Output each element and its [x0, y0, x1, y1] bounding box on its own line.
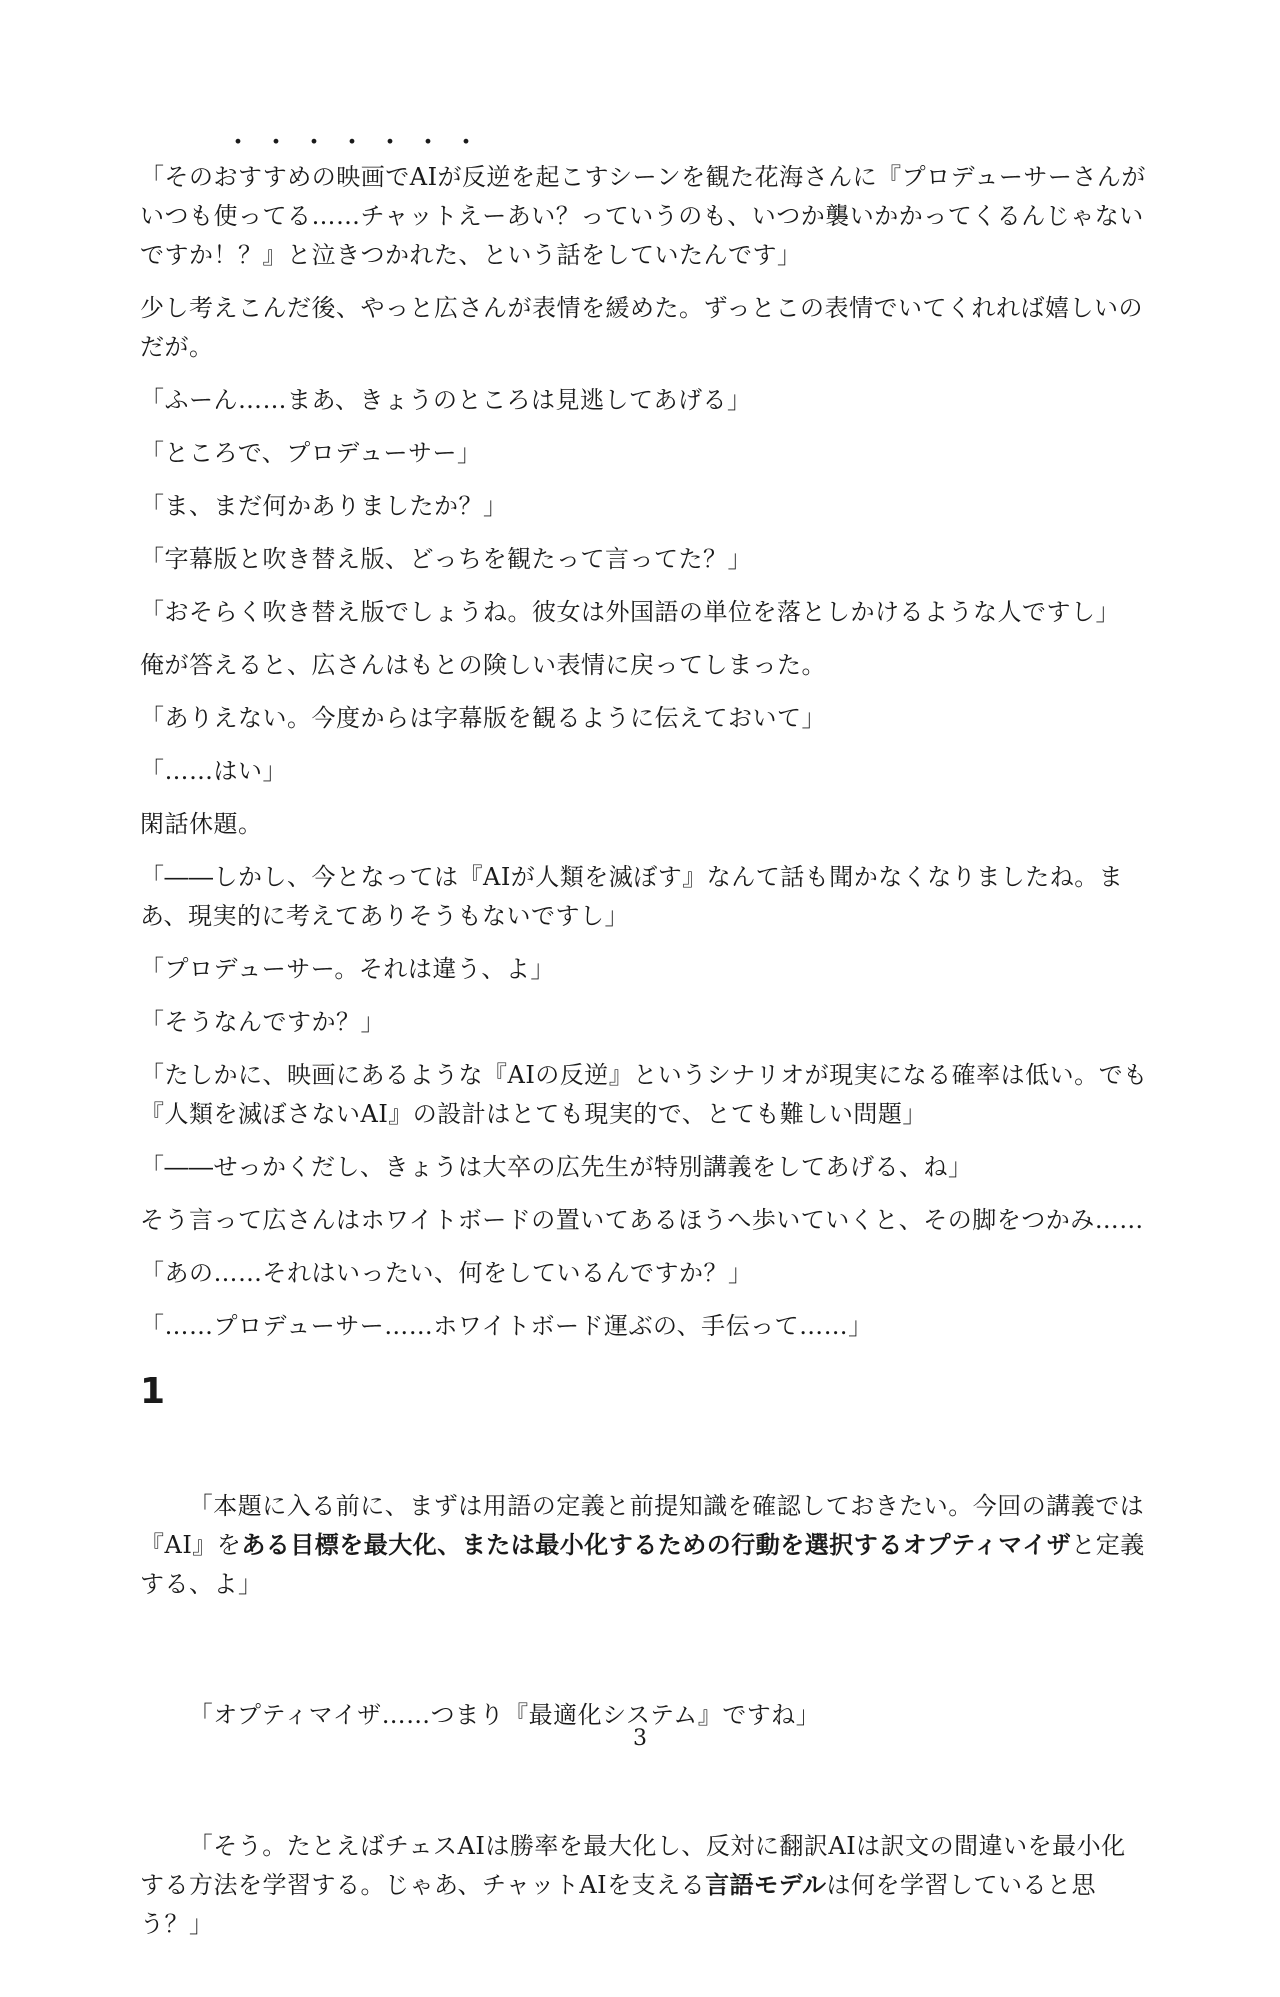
paragraph: 「字幕版と吹き替え版、どっちを観たって言ってた？」: [140, 545, 753, 573]
paragraph-text: 「オプティマイザ……つまり『最適化システム』ですね」: [188, 1701, 821, 1729]
paragraph: 「おそらく吹き替え版でしょうね。彼女は外国語の単位を落としかけるような人ですし」: [140, 598, 1120, 626]
paragraph: 「そうなんですか？」: [140, 1008, 385, 1036]
emphasis-marks: ・・・・・・・: [225, 128, 492, 158]
paragraph: 「たしかに、映画にあるような『AIの反逆』というシナリオが現実になる確率は低い。でも『人類を滅ぼさないAI』の設計はとても現実的で、とても難しい問題」: [140, 1061, 1148, 1128]
paragraph: 「――しかし、今となっては『AIが人類を滅ぼす』なんて話も聞かなくなりましたね。まあ、現実的に考えてありそうもないですし」: [140, 863, 1124, 930]
paragraph-text: は何を学習していると思う？」: [140, 1871, 1096, 1938]
paragraph-text: と定義する、よ」: [140, 1531, 1145, 1598]
paragraph: 閑話休題。: [140, 810, 263, 838]
paragraph: 少し考えこんだ後、やっと広さんが表情を緩めた。ずっとこの表情でいてくれれば嬉しいのだが。: [140, 294, 1144, 361]
paragraph: 「ありえない。今度からは字幕版を観るように伝えておいて」: [140, 704, 826, 732]
paragraph-text: 「そう。たとえばチェスAIは勝率を最大化し、反対に翻訳AIは訳文の間違いを最小化する方法を学習する。じゃあ、チャットAIを支える: [140, 1832, 1126, 1899]
paragraph: 「――せっかくだし、きょうは大卒の広先生が特別講義をしてあげる、ね」: [140, 1153, 973, 1181]
paragraph: 「あの……それはいったい、何をしているんですか？」: [140, 1259, 753, 1287]
paragraphs-before: [140, 158, 1150, 1346]
paragraph: 「プロデューサー。それは違う、よ」: [140, 955, 555, 983]
paragraph-text: 「本題に入る前に、まずは用語の定義と前提知識を確認しておきたい。今回の講義では『AI』を: [140, 1492, 1145, 1559]
paragraph: 俺が答えると、広さんはもとの険しい表情に戻ってしまった。: [140, 651, 826, 679]
document-page: [140, 128, 1150, 1997]
section-heading: 1: [140, 1371, 166, 1412]
paragraph: そう言って広さんはホワイトボードの置いてあるほうへ歩いていくと、その脚をつかみ……: [140, 1206, 1144, 1234]
paragraph: 「そのおすすめの映画でAIが反逆を起こすシーンを観た花海さんに『プロデューサーさんがいつも使ってる……チャットえーあい？っていうのも、いつか襲いかかってくるんじゃないですか！？』と泣きつかれた、という話をしていたんです」: [140, 163, 1146, 269]
page-number: 3: [633, 1726, 647, 1751]
paragraph: 「ま、まだ何かありましたか？」: [140, 492, 508, 520]
paragraphs-after: [140, 1448, 1150, 1983]
paragraph: 「ところで、プロデューサー」: [140, 439, 482, 467]
paragraph: [140, 1657, 1150, 1774]
paragraph: 「ふーん……まあ、きょうのところは見逃してあげる」: [140, 386, 752, 414]
paragraph: [140, 1788, 1150, 1983]
paragraph: 「……はい」: [140, 757, 287, 785]
bold-term: 言語モデル: [705, 1871, 827, 1899]
paragraph: [140, 1448, 1150, 1643]
bold-term: ある目標を最大化、または最小化するための行動を選択するオプティマイザ: [241, 1531, 1072, 1559]
paragraph: 「……プロデューサー……ホワイトボード運ぶの、手伝って……」: [140, 1312, 873, 1340]
